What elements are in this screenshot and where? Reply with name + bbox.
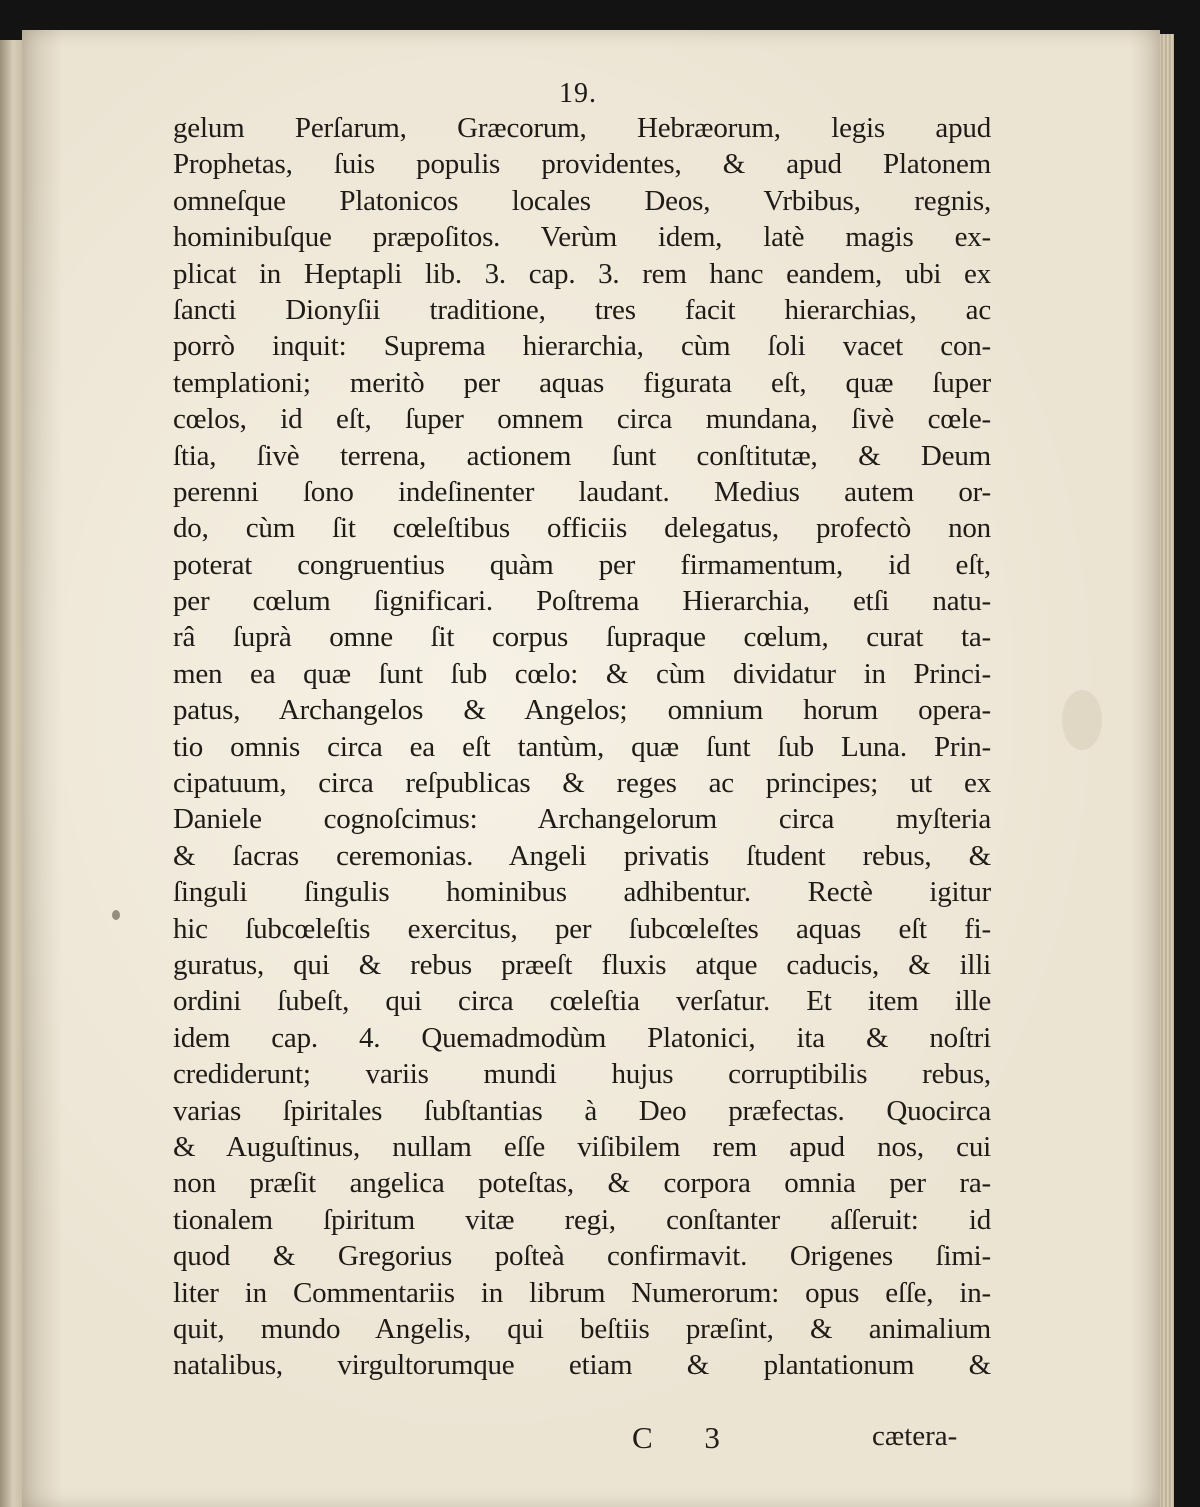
text-line: men ea quæ ſunt ſub cœlo: & cùm dividatur in Princi- (173, 657, 991, 690)
text-line: gelum Perſarum, Græcorum, Hebræorum, legis apud (173, 112, 991, 144)
text-line: patus, Archangelos & Angelos; omnium horum opera- (173, 694, 991, 727)
text-line: natalibus, virgultorumque etiam & plantationum & (173, 1349, 991, 1382)
text-line: cœlos, id eſt, ſuper omnem circa mundana, ſivè cœle- (173, 403, 991, 436)
text-line: & ſacras ceremonias. Angeli privatis ſtudent rebus, & (173, 839, 991, 872)
body-text (173, 110, 991, 1384)
text-line: quit, mundo Angelis, qui beſtiis præſint, & animalium (173, 1312, 991, 1345)
text-line: do, cùm ſit cœleſtibus officiis delegatus, profectò non (173, 512, 991, 545)
text-line: non præſit angelica poteſtas, & corpora omnia per ra- (173, 1167, 991, 1200)
text-line: quod & Gregorius poſteà confirmavit. Origenes ſimi- (173, 1240, 991, 1273)
paper-stain (1062, 690, 1102, 750)
text-line: omneſque Platonicos locales Deos, Vrbibus, regnis, (173, 184, 991, 217)
text-line: & Auguſtinus, nullam eſſe viſibilem rem apud nos, cui (173, 1130, 991, 1163)
text-line: varias ſpiritales ſubſtantias à Deo præfectas. Quocirca (173, 1094, 991, 1127)
text-line: crediderunt; variis mundi hujus corruptibilis rebus, (173, 1058, 991, 1091)
text-line: plicat in Heptapli lib. 3. cap. 3. rem hanc eandem, ubi ex (173, 257, 991, 290)
text-line: guratus, qui & rebus præeſt fluxis atque caducis, & illi (173, 948, 991, 981)
text-line: Prophetas, ſuis populis providentes, & apud Platonem (173, 148, 991, 181)
text-line: hominibuſque præpoſitos. Verùm idem, latè magis ex- (173, 221, 991, 254)
facing-page-edge (0, 40, 22, 1507)
text-line: hic ſubcœleſtis exercitus, per ſubcœleſtes aquas eſt fi- (173, 912, 991, 945)
text-line: liter in Commentariis in librum Numerorum: opus eſſe, in- (173, 1276, 991, 1309)
signature-mark: C 3 (632, 1420, 742, 1455)
text-line: templationi; meritò per aquas figurata eſt, quæ ſuper (173, 366, 991, 399)
text-line: porrò inquit: Suprema hierarchia, cùm ſoli vacet con- (173, 330, 991, 363)
text-line: ſtia, ſivè terrena, actionem ſunt conſtitutæ, & Deum (173, 439, 991, 472)
catchword: cætera- (872, 1420, 958, 1452)
text-line: ſancti Dionyſii traditione, tres facit hierarchias, ac (173, 293, 991, 326)
text-line: perenni ſono indeſinenter laudant. Medius autem or- (173, 475, 991, 508)
text-line: per cœlum ſignificari. Poſtrema Hierarchia, etſi natu- (173, 585, 991, 618)
text-line: Daniele cognoſcimus: Archangelorum circa myſteria (173, 803, 991, 836)
text-line: idem cap. 4. Quemadmodùm Platonici, ita & noſtri (173, 1021, 991, 1054)
text-line: poterat congruentius quàm per firmamentum, id eſt, (173, 548, 991, 581)
text-line: ordini ſubeſt, qui circa cœleſtia verſatur. Et item ille (173, 985, 991, 1018)
text-line: râ ſuprà omne ſit corpus ſupraque cœlum, curat ta- (173, 621, 991, 654)
ink-speck (112, 910, 120, 920)
text-line: ſinguli ſingulis hominibus adhibentur. Rectè igitur (173, 876, 991, 909)
text-line: tio omnis circa ea eſt tantùm, quæ ſunt ſub Luna. Prin- (173, 730, 991, 763)
page-edges (1160, 34, 1174, 1507)
text-line: tionalem ſpiritum vitæ regi, conſtanter aſſeruit: id (173, 1203, 991, 1236)
text-line: cipatuum, circa reſpublicas & reges ac principes; ut ex (173, 767, 991, 800)
page-number: 19. (559, 78, 597, 109)
